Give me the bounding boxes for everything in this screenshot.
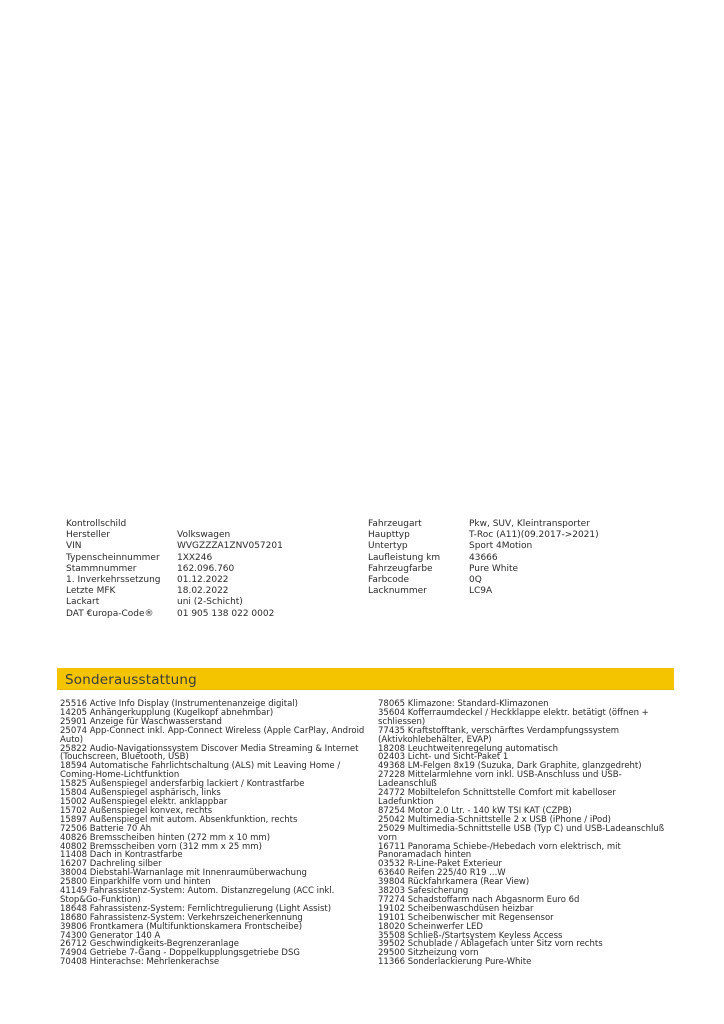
equipment-item: 40802 Bremsscheiben vorn (312 mm x 25 mm): [60, 841, 262, 852]
detail-value: 01.12.2022: [177, 575, 229, 586]
vehicle-details-left: [66, 519, 283, 620]
equipment-item: 15804 Außenspiegel asphärisch, links: [60, 788, 221, 799]
detail-row: [66, 586, 283, 597]
detail-row: [368, 564, 599, 575]
equipment-item: 78065 Klimazone: Standard-Klimazonen: [378, 699, 549, 709]
equipment-item: 11366 Sonderlackierung Pure-White: [378, 957, 532, 968]
equipment-item: 70408 Hinterachse: Mehrlenkerachse: [60, 957, 220, 968]
equipment-item: 25800 Einparkhilfe vorn und hinten: [60, 877, 211, 888]
detail-row: [66, 553, 283, 564]
detail-value: LC9A: [469, 586, 493, 597]
detail-row: [66, 541, 283, 552]
equipment-item: 18680 Fahrassistenz-System: Verkehrszeichenerkennung: [60, 912, 303, 923]
detail-label: VIN: [66, 541, 82, 552]
equipment-item: 02403 Licht- und Sicht-Paket 1: [378, 752, 509, 763]
detail-row: [66, 530, 283, 541]
vehicle-details-right: [368, 519, 599, 597]
detail-value: T-Roc (A11)(09.2017->2021): [469, 530, 599, 541]
equipment-item: 27228 Mittelarmlehne vorn inkl. USB-Anschluss und USB-Ladeanschluß: [378, 770, 622, 790]
equipment-item: 18020 Scheinwerfer LED: [378, 921, 483, 932]
equipment-item: 72506 Batterie 70 Ah: [60, 823, 152, 834]
equipment-item: 35508 Schließ-/Startsystem Keyless Access: [378, 930, 563, 941]
equipment-item: 11408 Dach in Kontrastfarbe: [60, 850, 183, 861]
section-title: Sonderausstattung: [65, 672, 197, 688]
detail-row: [368, 530, 599, 541]
equipment-item: 15897 Außenspiegel mit autom. Absenkfunktion, rechts: [60, 814, 298, 825]
detail-label: Typenscheinnummer: [66, 552, 160, 563]
equipment-item: 25516 Active Info Display (Instrumentenanzeige digital): [60, 699, 298, 709]
equipment-item: 29500 Sitzheizung vorn: [378, 948, 479, 959]
equipment-item: 77274 Schadstoffarm nach Abgasnorm Euro 6d: [378, 894, 580, 905]
detail-label: Farbcode: [368, 575, 409, 586]
equipment-item: 03532 R-Line-Paket Exterieur: [378, 859, 502, 870]
detail-value: WVGZZZA1ZNV057201: [177, 541, 283, 552]
detail-value: 43666: [469, 552, 498, 563]
equipment-item: 18594 Automatische Fahrlichtschaltung (ALS) mit Leaving Home / Coming-Home-Lichtfunktion: [60, 761, 341, 781]
detail-label: Fahrzeugfarbe: [368, 563, 433, 574]
equipment-item: 74300 Generator 140 A: [60, 930, 161, 941]
detail-label: Laufleistung km: [368, 552, 441, 563]
detail-row: [66, 609, 283, 620]
equipment-item: 87254 Motor 2.0 Ltr. - 140 kW TSI KAT (CZPB): [378, 805, 572, 816]
equipment-item: 39806 Frontkamera (Multifunktionskamera Frontscheibe): [60, 921, 303, 932]
detail-value: 1XX246: [177, 552, 213, 563]
detail-row: [66, 564, 283, 575]
detail-value: 0Q: [469, 575, 482, 586]
detail-label: DAT €uropa-Code®: [66, 608, 154, 619]
equipment-item: 25822 Audio-Navigationssystem Discover Media Streaming & Internet (Touchscreen, Bluetooth, USB): [60, 743, 359, 763]
equipment-item: 63640 Reifen 225/40 R19 ...W: [378, 868, 506, 879]
detail-row: [66, 519, 283, 530]
detail-label: Lackart: [66, 597, 100, 608]
equipment-item: 25901 Anzeige für Waschwasserstand: [60, 716, 222, 727]
detail-value: Pkw, SUV, Kleintransporter: [469, 519, 590, 529]
equipment-item: 25029 Multimedia-Schnittstelle USB (Typ C) und USB-Ladeanschluß vorn: [378, 823, 665, 843]
detail-value: 162.096.760: [177, 563, 235, 574]
detail-label: Fahrzeugart: [368, 519, 422, 529]
detail-label: Hersteller: [66, 530, 110, 541]
equipment-item: 38004 Diebstahl-Warnanlage mit Innenraumüberwachung: [60, 868, 307, 879]
equipment-item: 15825 Außenspiegel andersfarbig lackiert / Kontrastfarbe: [60, 779, 305, 790]
detail-value: Pure White: [469, 563, 519, 574]
detail-row: [368, 519, 599, 530]
equipment-item: 38203 Safesicherung: [378, 886, 469, 897]
equipment-item: 15002 Außenspiegel elektr. anklappbar: [60, 796, 228, 807]
equipment-item: 40826 Bremsscheiben hinten (272 mm x 10 mm): [60, 832, 271, 843]
section-banner: [57, 668, 674, 689]
equipment-item: 14205 Anhängerkupplung (Kugelkopf abnehmbar): [60, 707, 274, 718]
equipment-item: 16711 Panorama Schiebe-/Hebedach vorn elektrisch, mit Panoramadach hinten: [378, 841, 621, 861]
equipment-item: 25074 App-Connect inkl. App-Connect Wireless (Apple CarPlay, Android Auto): [60, 725, 365, 745]
equipment-item: 19102 Scheibenwaschdüsen heizbar: [378, 903, 534, 914]
equipment-item: 25042 Multimedia-Schnittstelle 2 x USB (iPhone / iPod): [378, 814, 611, 825]
equipment-item: 26712 Geschwindigkeits-Begrenzeranlage: [60, 939, 239, 950]
equipment-item: 74904 Getriebe 7-Gang - Doppelkupplungsgetriebe DSG: [60, 948, 300, 959]
equipment-item: 18208 Leuchtweitenregelung automatisch: [378, 743, 559, 754]
equipment-item: 18648 Fahrassistenz-System: Fernlichtregulierung (Light Assist): [60, 903, 332, 914]
detail-value: uni (2-Schicht): [177, 597, 243, 608]
detail-row: [368, 586, 599, 597]
equipment-item: 39502 Schublade / Ablagefach unter Sitz vorn rechts: [378, 939, 603, 950]
detail-row: [368, 541, 599, 552]
equipment-list-right: [378, 700, 674, 967]
equipment-item: 15702 Außenspiegel konvex, rechts: [60, 805, 213, 816]
equipment-item: 41149 Fahrassistenz-System: Autom. Distanzregelung (ACC inkl. Stop&Go-Funktion): [60, 886, 335, 905]
equipment-item: 35604 Kofferraumdeckel / Heckklappe elektr. betätigt (öffnen + schliessen): [378, 707, 649, 727]
equipment-item: 77435 Kraftstofftank, verschärftes Verdampfungssystem (Aktivkohlebehälter, EVAP): [378, 725, 620, 745]
detail-value: 18.02.2022: [177, 586, 229, 597]
equipment-item: 19101 Scheibenwischer mit Regensensor: [378, 912, 554, 923]
equipment-item: 24772 Mobiltelefon Schnittstelle Comfort mit kabelloser Ladefunktion: [378, 788, 616, 807]
detail-label: 1. Inverkehrssetzung: [66, 575, 161, 586]
detail-value: 01 905 138 022 0002: [177, 608, 275, 619]
section-rule: [57, 689, 674, 690]
detail-value: Volkswagen: [177, 530, 231, 541]
detail-value: Sport 4Motion: [469, 541, 533, 552]
detail-label: Haupttyp: [368, 530, 410, 541]
detail-label: Untertyp: [368, 541, 408, 552]
detail-row: [66, 597, 283, 608]
detail-row: [368, 575, 599, 586]
detail-label: Lacknummer: [368, 586, 427, 597]
equipment-item: 49368 LM-Felgen 8x19 (Suzuka, Dark Graphite, glanzgedreht): [378, 761, 642, 772]
detail-label: Stammnummer: [66, 563, 137, 574]
detail-label: Letzte MFK: [66, 586, 116, 597]
equipment-item: 39804 Rückfahrkamera (Rear View): [378, 877, 530, 888]
detail-row: [66, 575, 283, 586]
equipment-item: 16207 Dachreling silber: [60, 859, 162, 870]
detail-label: Kontrollschild: [66, 519, 127, 529]
detail-row: [368, 553, 599, 564]
equipment-list-left: [60, 700, 372, 967]
